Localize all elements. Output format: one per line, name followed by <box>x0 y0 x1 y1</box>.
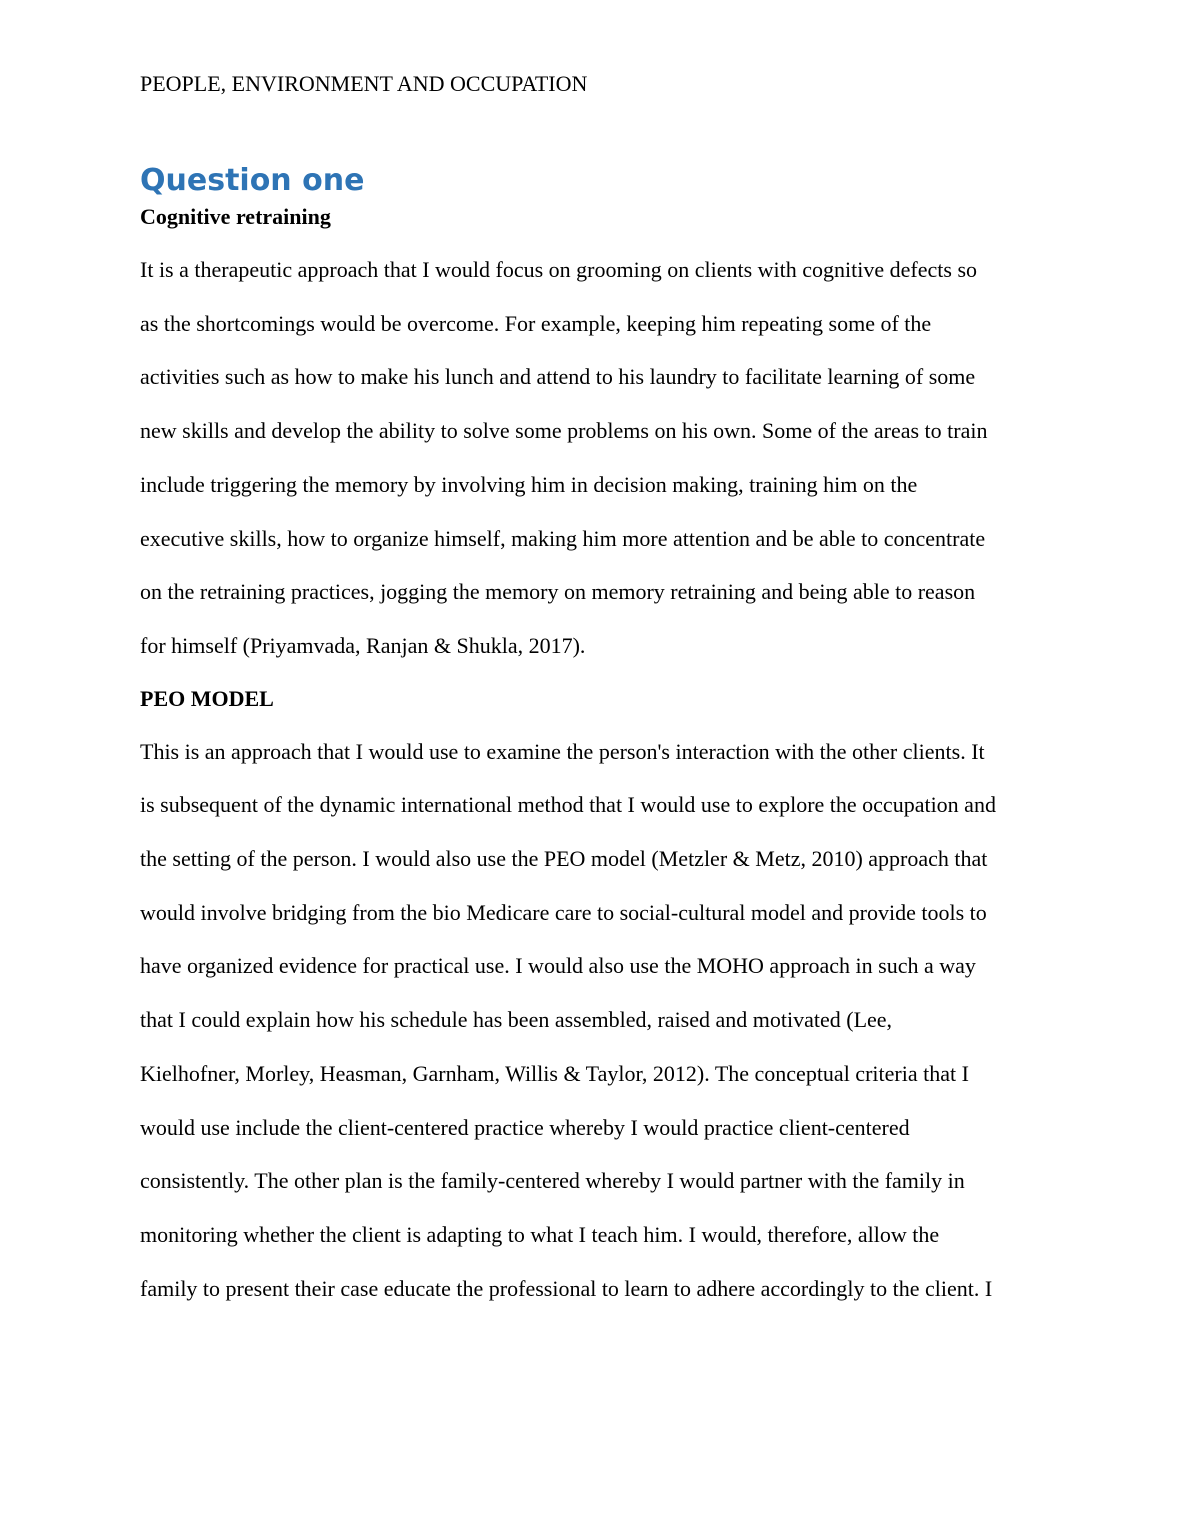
section-title-peo-model: PEO MODEL <box>140 685 274 711</box>
paragraph-line: as the shortcomings would be overcome. For example, keeping him repeating some of the <box>140 310 932 336</box>
paragraph-cognitive-retraining <box>140 243 1052 673</box>
document-body <box>140 160 1052 1315</box>
paragraph-line: the setting of the person. I would also use the PEO model (Metzler & Metz, 2010) approach that <box>140 846 988 872</box>
paragraph-line: would involve bridging from the bio Medicare care to social-cultural model and provide tools to <box>140 899 987 925</box>
paragraph-line: Kielhofner, Morley, Heasman, Garnham, Willis & Taylor, 2012). The conceptual criteria that I <box>140 1060 969 1086</box>
section-title-cognitive-retraining: Cognitive retraining <box>140 204 331 229</box>
paragraph-peo-model <box>140 725 1052 1316</box>
paragraph-line: is subsequent of the dynamic international method that I would use to explore the occupation and <box>140 792 996 818</box>
paragraph-line: for himself (Priyamvada, Ranjan & Shukla, 2017). <box>140 632 586 658</box>
paragraph-line: It is a therapeutic approach that I would focus on grooming on clients with cognitive defects so <box>140 257 977 282</box>
paragraph-line: consistently. The other plan is the family-centered whereby I would partner with the family in <box>140 1168 965 1194</box>
paragraph-line: This is an approach that I would use to examine the person's interaction with the other clients. It <box>140 738 985 764</box>
paragraph-line: activities such as how to make his lunch and attend to his laundry to facilitate learning of some <box>140 364 976 390</box>
running-head: PEOPLE, ENVIRONMENT AND OCCUPATION <box>140 71 588 96</box>
paragraph-line: include triggering the memory by involving him in decision making, training him on the <box>140 471 918 497</box>
paragraph-line: new skills and develop the ability to solve some problems on his own. Some of the areas to train <box>140 418 988 444</box>
paragraph-line: family to present their case educate the professional to learn to adhere accordingly to the client. I <box>140 1275 993 1301</box>
paragraph-line: executive skills, how to organize himself, making him more attention and be able to concentrate <box>140 525 986 551</box>
paragraph-line: monitoring whether the client is adapting to what I teach him. I would, therefore, allow the <box>140 1221 940 1247</box>
paragraph-line: that I could explain how his schedule has been assembled, raised and motivated (Lee, <box>140 1007 893 1033</box>
question-heading: Question one <box>140 163 365 198</box>
paragraph-line: on the retraining practices, jogging the memory on memory retraining and being able to reason <box>140 579 976 605</box>
paragraph-line: would use include the client-centered practice whereby I would practice client-centered <box>140 1114 910 1140</box>
paragraph-line: have organized evidence for practical use. I would also use the MOHO approach in such a way <box>140 953 976 979</box>
